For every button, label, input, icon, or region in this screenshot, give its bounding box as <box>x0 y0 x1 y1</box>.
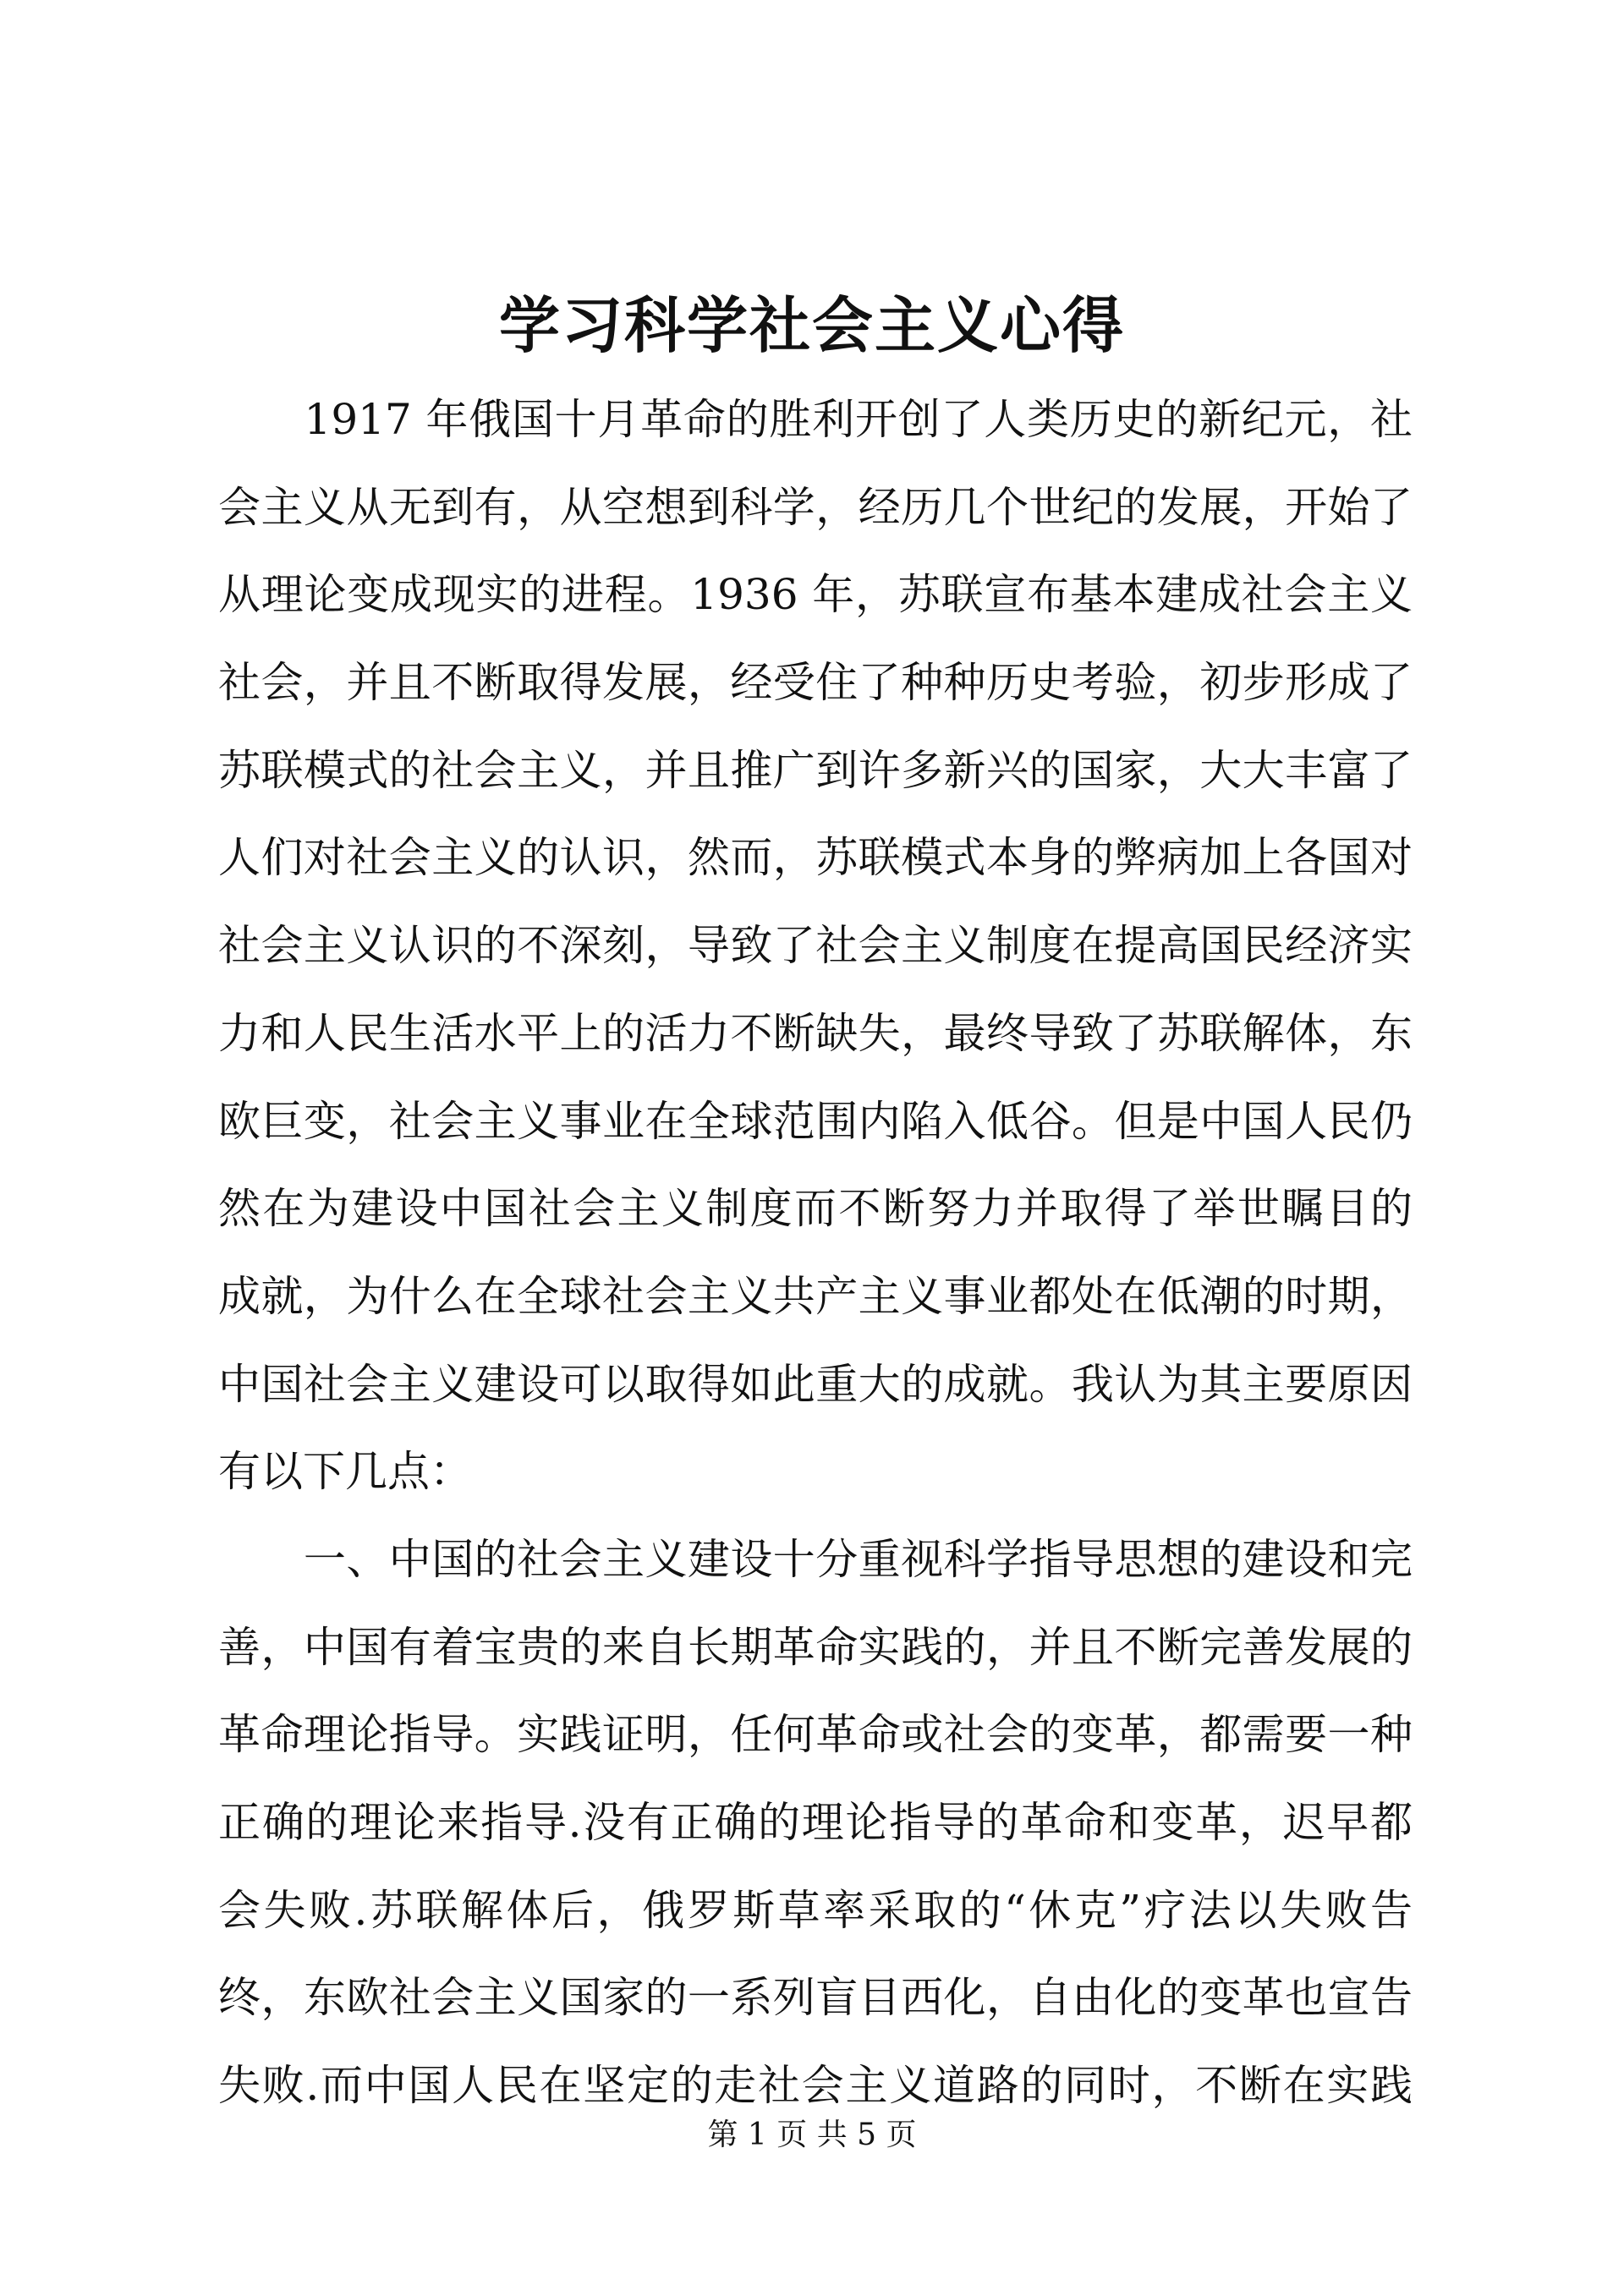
text-line: 从理论变成现实的进程。1936 年，苏联宣布基本建成社会主义 <box>218 570 1413 620</box>
text-line: 有以下几点： <box>218 1447 472 1497</box>
text-line: 会主义从无到有，从空想到科学，经历几个世纪的发展，开始了 <box>218 482 1413 532</box>
text-line: 社会，并且不断取得发展，经受住了种种历史考验，初步形成了 <box>218 658 1413 708</box>
document-body <box>218 376 1413 2130</box>
text-line: 人们对社会主义的认识，然而，苏联模式本身的弊病加上各国对 <box>218 833 1413 883</box>
text-line: 成就，为什么在全球社会主义共产主义事业都处在低潮的时期， <box>218 1271 1413 1321</box>
paragraph-2 <box>218 1516 1413 2130</box>
text-line: 欧巨变，社会主义事业在全球范围内陷入低谷。但是中国人民仍 <box>218 1096 1413 1146</box>
text-line: 终，东欧社会主义国家的一系列盲目西化，自由化的变革也宣告 <box>218 1973 1413 2023</box>
text-line: 1917 年俄国十月革命的胜利开创了人类历史的新纪元，社 <box>218 395 1413 444</box>
text-line: 中国社会主义建设可以取得如此重大的成就。我认为其主要原因 <box>218 1359 1413 1409</box>
text-line: 会失败.苏联解体后，俄罗斯草率采取的“休克”疗法以失败告 <box>218 1885 1413 1935</box>
text-line: 社会主义认识的不深刻，导致了社会主义制度在提高国民经济实 <box>218 921 1413 971</box>
text-line: 一、中国的社会主义建设十分重视科学指导思想的建设和完 <box>218 1534 1413 1584</box>
text-line: 失败.而中国人民在坚定的走社会主义道路的同时，不断在实践 <box>218 2061 1413 2111</box>
text-line: 苏联模式的社会主义，并且推广到许多新兴的国家，大大丰富了 <box>218 745 1413 795</box>
document-title: 学习科学社会主义心得 <box>498 289 1125 361</box>
text-line: 革命理论指导。实践证明，任何革命或社会的变革，都需要一种 <box>218 1710 1413 1760</box>
text-line: 然在为建设中国社会主义制度而不断努力并取得了举世瞩目的 <box>218 1184 1413 1234</box>
text-line: 正确的理论来指导.没有正确的理论指导的革命和变革，迟早都 <box>218 1798 1413 1847</box>
text-line: 善，中国有着宝贵的来自长期革命实践的，并且不断完善发展的 <box>218 1622 1413 1672</box>
paragraph-1 <box>218 376 1413 1516</box>
page-number-footer: 第 1 页 共 5 页 <box>707 2118 917 2152</box>
text-line: 力和人民生活水平上的活力不断缺失，最终导致了苏联解体，东 <box>218 1008 1413 1058</box>
